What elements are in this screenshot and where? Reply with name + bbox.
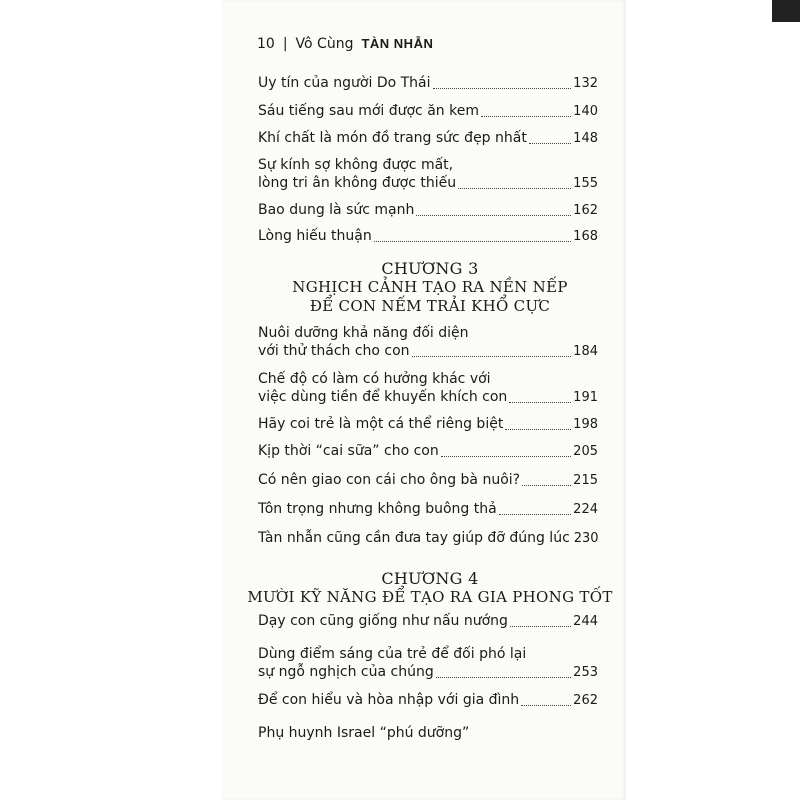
toc-entry-page: 140: [573, 104, 598, 119]
toc-entry: [258, 129, 598, 148]
toc-entry-page: 155: [573, 176, 598, 191]
toc-entry-title: Kịp thời “cai sữa” cho con: [258, 443, 439, 459]
header-title-prefix: Vô Cùng: [295, 36, 354, 52]
toc-entry-page: 215: [573, 473, 598, 488]
toc-entry-title: Phụ huynh Israel “phú dưỡng”: [258, 725, 470, 741]
header-title-brand: TÀN NHẪN: [361, 36, 434, 51]
toc-entry-title: Dùng điểm sáng của trẻ để đối phó lại: [258, 646, 527, 662]
chapter-number: CHƯƠNG 4: [381, 569, 479, 588]
dot-leader: [529, 142, 571, 144]
toc-entry: [258, 201, 598, 220]
chapter-title-line: MƯỜI KỸ NĂNG ĐỂ TẠO RA GIA PHONG TỐT: [247, 588, 613, 606]
toc-entry: [258, 156, 598, 193]
page-corner-mark: [772, 0, 800, 22]
dot-leader: [521, 704, 571, 706]
toc-entry: [258, 645, 598, 682]
toc-entry-title-cont: lòng tri ân không được thiếu: [258, 175, 457, 191]
toc-entry: [258, 370, 598, 407]
toc-entry-title: Để con hiểu và hòa nhập với gia đình: [258, 692, 520, 708]
toc-entry-page: 230: [573, 531, 599, 546]
toc-entry: [258, 529, 598, 548]
toc-entry-title: Tàn nhẫn cũng cần đưa tay giúp đỡ đúng lúc: [258, 530, 570, 546]
toc-entry-page: 253: [573, 665, 598, 680]
toc-entry-page: 244: [573, 614, 598, 629]
toc-entry-title: Lòng hiếu thuận: [258, 228, 372, 244]
toc-entry-title: Có nên giao con cái cho ông bà nuôi?: [258, 472, 521, 488]
toc-entry: [258, 612, 598, 631]
dot-leader: [505, 428, 571, 430]
toc-entry: [258, 724, 598, 742]
toc-entry-title: Sự kính sợ không được mất,: [258, 157, 454, 173]
dot-leader: [509, 401, 571, 403]
chapter-number: CHƯƠNG 3: [381, 259, 479, 278]
dot-leader: [458, 187, 571, 189]
dot-leader: [374, 240, 571, 242]
toc-entry-page: 162: [573, 203, 598, 218]
toc-entry-title: Nuôi dưỡng khả năng đối diện: [258, 325, 469, 341]
toc-entry-title: Bao dung là sức mạnh: [258, 202, 415, 218]
toc-entry: [258, 74, 598, 93]
header-page-number: 10: [257, 36, 275, 52]
dot-leader: [441, 455, 571, 457]
chapter-title-line: NGHỊCH CẢNH TẠO RA NỀN NẾP: [292, 278, 568, 296]
dot-leader: [433, 87, 572, 89]
dot-leader: [499, 513, 571, 515]
toc-entry-page: 168: [573, 229, 598, 244]
toc-entry: [258, 691, 598, 710]
toc-entry-title: Uy tín của người Do Thái: [258, 75, 431, 91]
dot-leader: [481, 115, 571, 117]
toc-entry-title: Sáu tiếng sau mới được ăn kem: [258, 103, 479, 119]
toc-entry-title: Chế độ có làm có hưởng khác với: [258, 371, 491, 387]
toc-entry: [258, 415, 598, 434]
chapter-heading: [240, 569, 620, 607]
dot-leader: [412, 355, 572, 357]
toc-entry-title: Khí chất là món đồ trang sức đẹp nhất: [258, 130, 527, 146]
chapter-heading: [240, 259, 620, 316]
toc-entry: [258, 442, 598, 461]
chapter-title-line: ĐỂ CON NẾM TRẢI KHỔ CỰC: [309, 297, 551, 315]
toc-entry-page: 224: [573, 502, 598, 517]
toc-entry-title: Tôn trọng nhưng không buông thả: [258, 501, 497, 517]
toc-entry: [258, 227, 598, 246]
running-header: [257, 36, 433, 52]
toc-entry-title: Dạy con cũng giống như nấu nướng: [258, 613, 508, 629]
toc-entry-page: 148: [573, 131, 598, 146]
toc-entry-title-cont: sự ngỗ nghịch của chúng: [258, 664, 434, 680]
toc-entry: [258, 500, 598, 519]
toc-entry: [258, 471, 598, 490]
toc-entry-page: 205: [573, 444, 598, 459]
toc-entry-title-cont: việc dùng tiền để khuyến khích con: [258, 389, 508, 405]
toc-entry-page: 132: [573, 76, 598, 91]
dot-leader: [436, 676, 571, 678]
toc-entry: [258, 324, 598, 361]
toc-entry-page: 191: [573, 390, 598, 405]
toc-entry-title-cont: với thử thách cho con: [258, 343, 410, 359]
header-separator: |: [282, 36, 288, 52]
dot-leader: [510, 625, 571, 627]
toc-entry-page: 262: [573, 693, 598, 708]
toc-entry-page: 184: [573, 344, 598, 359]
toc-entry-page: 198: [573, 417, 598, 432]
dot-leader: [522, 484, 571, 486]
dot-leader: [416, 214, 571, 216]
toc-entry-title: Hãy coi trẻ là một cá thể riêng biệt: [258, 416, 504, 432]
toc-entry: [258, 102, 598, 121]
